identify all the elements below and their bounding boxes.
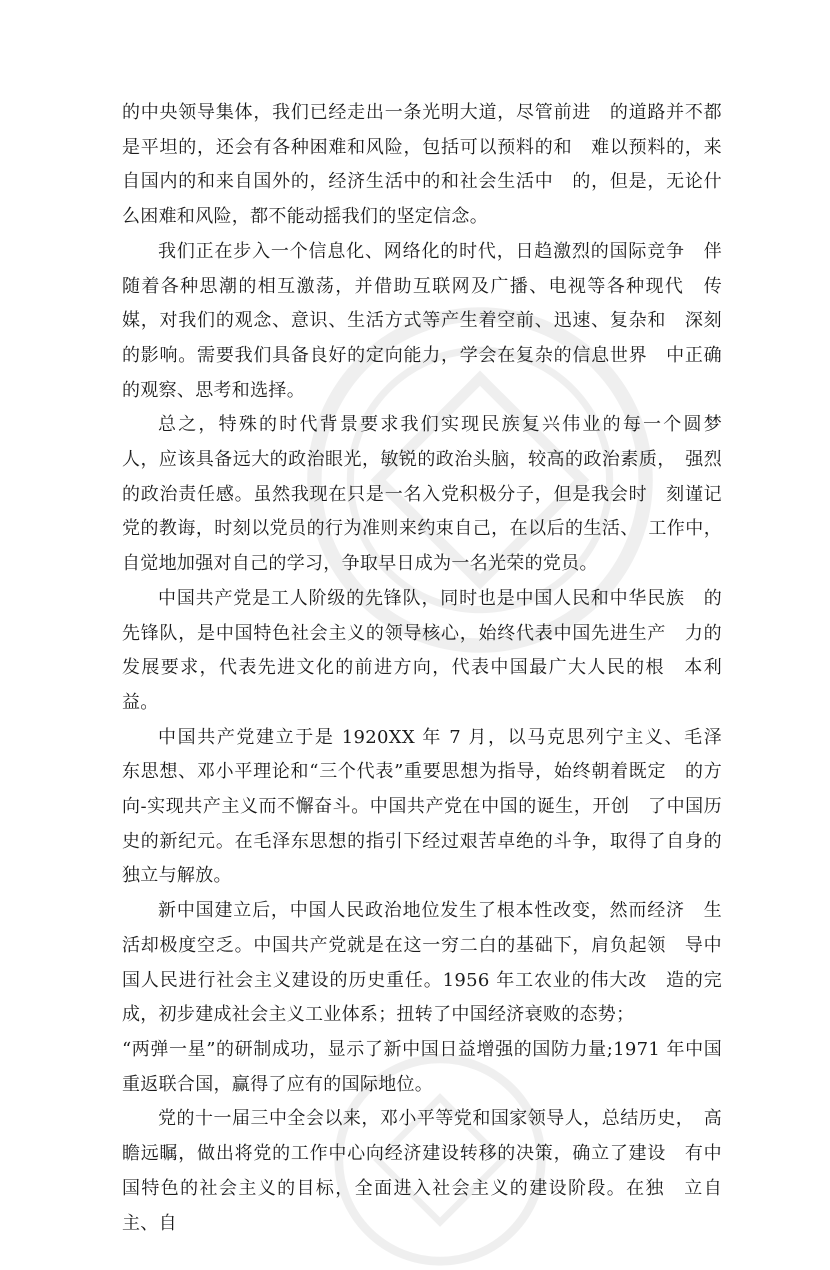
paragraph: 总之，特殊的时代背景要求我们实现民族复兴伟业的每一个圆梦 人，应该具备远大的政治眼光，敏锐的政治头脑，较高的政治素质， 强烈的政治责任感。虽然我现在只是一名入党积极分子，但是我会时 刻谨记党的教诲，时刻以党员的行为准则来约束自己，在以后的生活、 工作中，自觉地加强对自己的学习，争取早日成为一名光荣的党员。 [122,414,741,575]
paragraph: 党的十一届三中全会以来，邓小平等党和国家领导人，总结历史， 高瞻远瞩，做出将党的工作中心向经济建设转移的决策，确立了建设 有中国特色的社会主义的目标，全面进入社会主义的建设阶段。在独 立自主、自 [122,1108,722,1234]
paragraph: 中国共产党是工人阶级的先锋队，同时也是中国人民和中华民族 的先锋队，是中国特色社会主义的领导核心，始终代表中国先进生产 力的发展要求，代表先进文化的前进方向，代表中国最广大人民的根 本利益。 [122,587,722,713]
paragraph: 新中国建立后，中国人民政治地位发生了根本性改变，然而经济 生活却极度空乏。中国共产党就是在这一穷二白的基础下，肩负起领 导中国人民进行社会主义建设的历史重任。1956 年工农业的伟大改 造的完成，初步建成社会主义工业体系；扭转了中国经济衰败的态势； [122,900,722,1026]
paragraph: 的中央领导集体，我们已经走出一条光明大道，尽管前进 的道路并不都是平坦的，还会有各种困难和风险，包括可以预料的和 难以预料的，来自国内的和来自国外的，经济生活中的和社会生活中 的，但是，无论什么困难和风险，都不能动摇我们的坚定信念。 [122,102,722,228]
body-text [122,96,741,1241]
paragraph: 我们正在步入一个信息化、网络化的时代，日趋激烈的国际竞争 伴随着各种思潮的相互激荡，并借助互联网及广播、电视等各种现代 传媒，对我们的观念、意识、生活方式等产生着空前、迅速、复杂和 深刻的影响。需要我们具备良好的定向能力，学会在复杂的信息世界 中正确的观察、思考和选择。 [122,240,722,401]
paragraph: 中国共产党建立于是 1920XX 年 7 月，以马克思列宁主义、毛泽 东思想、邓小平理论和“三个代表”重要思想为指导，始终朝着既定 的方向-实现共产主义而不懈奋斗。中国共产党在中国的诞生，开创 了中国历史的新纪元。在毛泽东思想的指引下经过艰苦卓绝的斗争，取得了自身的独立与解放。 [122,726,741,887]
paragraph: “两弹一星”的研制成功，显示了新中国日益增强的国防力量;1971 年中国重返联合国，赢得了应有的国际地位。 [122,1038,722,1095]
